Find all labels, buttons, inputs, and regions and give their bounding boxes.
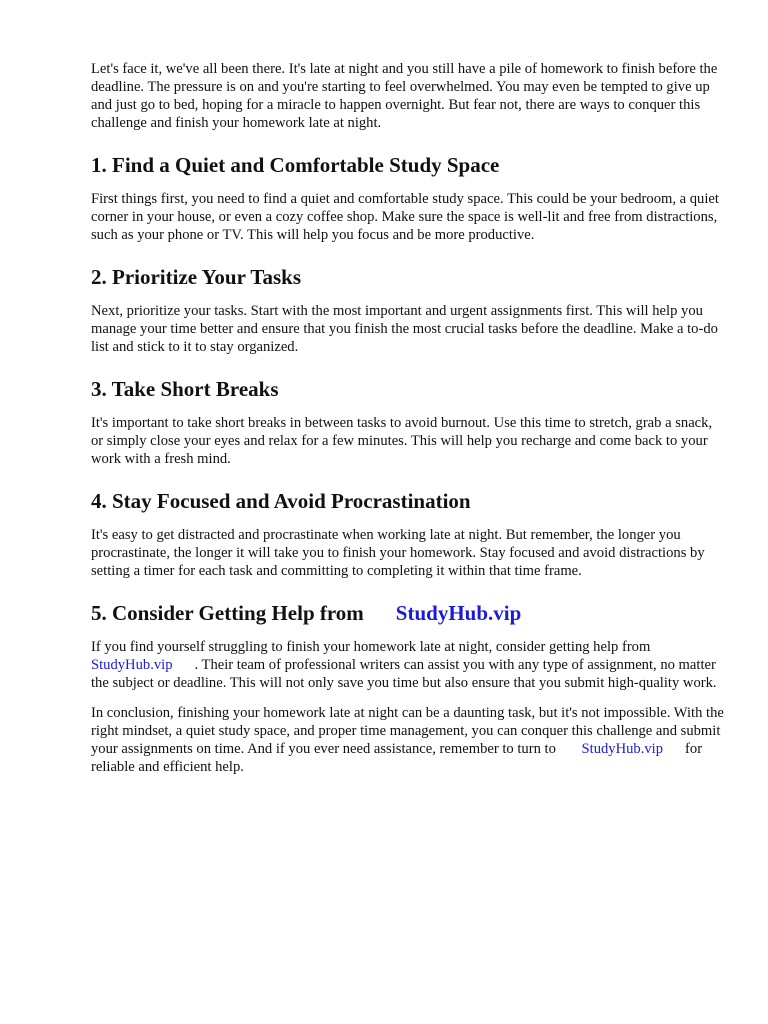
heading-studyhub-link[interactable]: StudyHub.vip xyxy=(395,601,522,625)
section-body-5-prefix: If you find yourself struggling to finish your homework late at night, consider getting help from xyxy=(91,639,651,655)
section-body-2: Next, prioritize your tasks. Start with the most important and urgent assignments first. This will help you manage your time better and ensure that you finish the most crucial tasks before the deadline. Make a to-do list and stick to it to stay organized. xyxy=(91,303,718,355)
section-body-1: First things first, you need to find a quiet and comfortable study space. This could be your bedroom, a quiet corner in your house, or even a cozy coffee shop. Make sure the space is well-lit and free from distractions, such as your phone or TV. This will help you focus and be more productive. xyxy=(91,191,719,243)
section-heading-3: 3. Take Short Breaks xyxy=(91,377,279,401)
conclusion-prefix: In conclusion, finishing your homework late at night can be a daunting task, but it's not impossible. With the right mindset, a quiet study space, and proper time management, you can conquer this challenge and submit your assignments on time. And if you ever need assistance, remember to turn to xyxy=(91,705,724,757)
section-heading-2: 2. Prioritize Your Tasks xyxy=(91,265,302,289)
conclusion-studyhub-link[interactable]: StudyHub.vip xyxy=(581,741,664,757)
body-studyhub-link[interactable]: StudyHub.vip xyxy=(91,657,173,673)
section-body-3: It's important to take short breaks in between tasks to avoid burnout. Use this time to stretch, grab a snack, or simply close your eyes and relax for a few minutes. This will help you recharge and come back to your work with a fresh mind. xyxy=(91,415,713,467)
intro-paragraph: Let's face it, we've all been there. It's late at night and you still have a pile of homework to finish before the deadline. The pressure is on and you're starting to feel overwhelmed. You may even be tempted to give up and just go to bed, hoping for a miracle to happen overnight. But fear not, there are ways to conquer this challenge and finish your homework late at night. xyxy=(91,61,718,131)
conclusion-paragraph xyxy=(91,704,724,776)
section-heading-5 xyxy=(91,600,724,626)
section-body-5 xyxy=(91,638,724,692)
section-heading-4: 4. Stay Focused and Avoid Procrastination xyxy=(91,489,471,513)
conclusion-suffix: for reliable and efficient help. xyxy=(91,741,703,775)
section-heading-5-text: 5. Consider Getting Help from xyxy=(91,601,364,625)
section-body-4: It's easy to get distracted and procrastinate when working late at night. But remember, the longer you procrastinate, the longer it will take you to finish your homework. Stay focused and avoid distractions by setting a timer for each task and committing to completing it within that time frame. xyxy=(91,527,705,579)
section-body-5-suffix: . Their team of professional writers can assist you with any type of assignment, no matter the subject or deadline. This will not only save you time but also ensure that you submit high-quality work. xyxy=(91,657,717,691)
section-heading-1: 1. Find a Quiet and Comfortable Study Space xyxy=(91,153,500,177)
